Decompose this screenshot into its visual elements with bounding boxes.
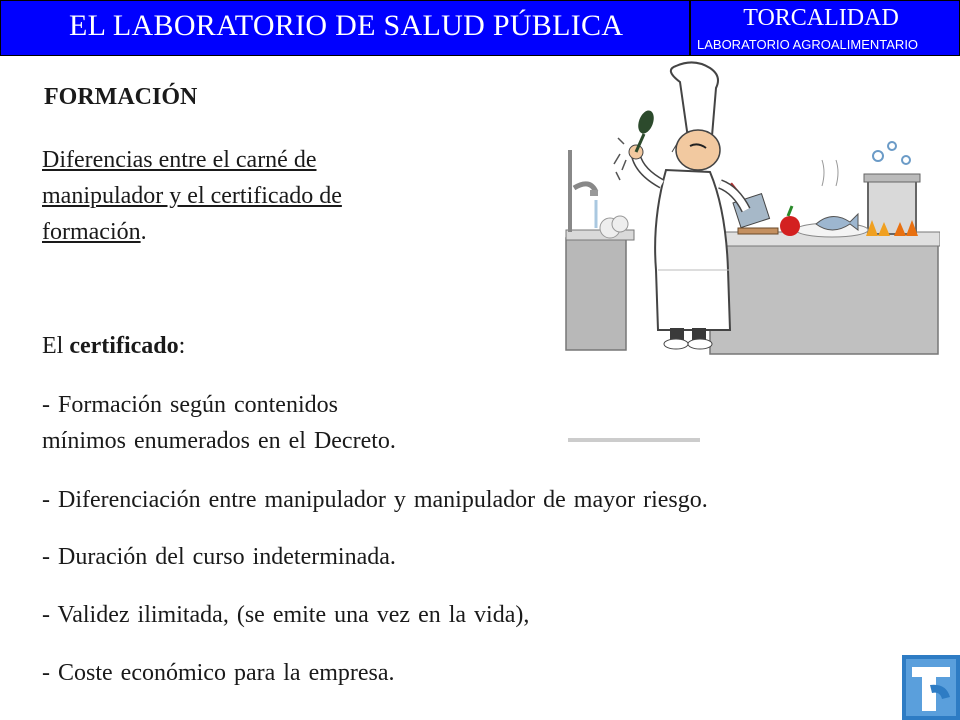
header-title: EL LABORATORIO DE SALUD PÚBLICA xyxy=(69,9,624,42)
certificado-word: certificado xyxy=(69,333,179,359)
subtitle-period: . xyxy=(140,219,147,245)
chef-kitchen-illustration xyxy=(560,60,940,460)
brand-subtitle: LABORATORIO AGROALIMENTARIO xyxy=(697,37,919,52)
section-title: FORMACIÓN xyxy=(44,84,198,110)
slide-subtitle xyxy=(42,142,432,250)
brand-bar xyxy=(690,0,960,56)
torcalidad-logo xyxy=(902,655,960,720)
bullet-coste: - Coste económico para la empresa. xyxy=(42,660,395,686)
bullet-validez: - Validez ilimitada, (se emite una vez en la vida), xyxy=(42,602,530,628)
bullet-diferenciacion: - Diferenciación entre manipulador y manipulador de mayor riesgo. xyxy=(42,487,708,513)
certificado-heading: El certificado: xyxy=(42,333,186,359)
header-title-bar xyxy=(0,0,690,56)
brand-title: TORCALIDAD xyxy=(743,5,899,31)
bullet-formacion-cont: mínimos enumerados en el Decreto. xyxy=(42,428,396,454)
bullet-formacion: - Formación según contenidos xyxy=(42,392,338,418)
bullet-duracion: - Duración del curso indeterminada. xyxy=(42,544,396,570)
subtitle-link[interactable]: Diferencias entre el carné de manipulador y el certificado de formación xyxy=(42,147,342,245)
